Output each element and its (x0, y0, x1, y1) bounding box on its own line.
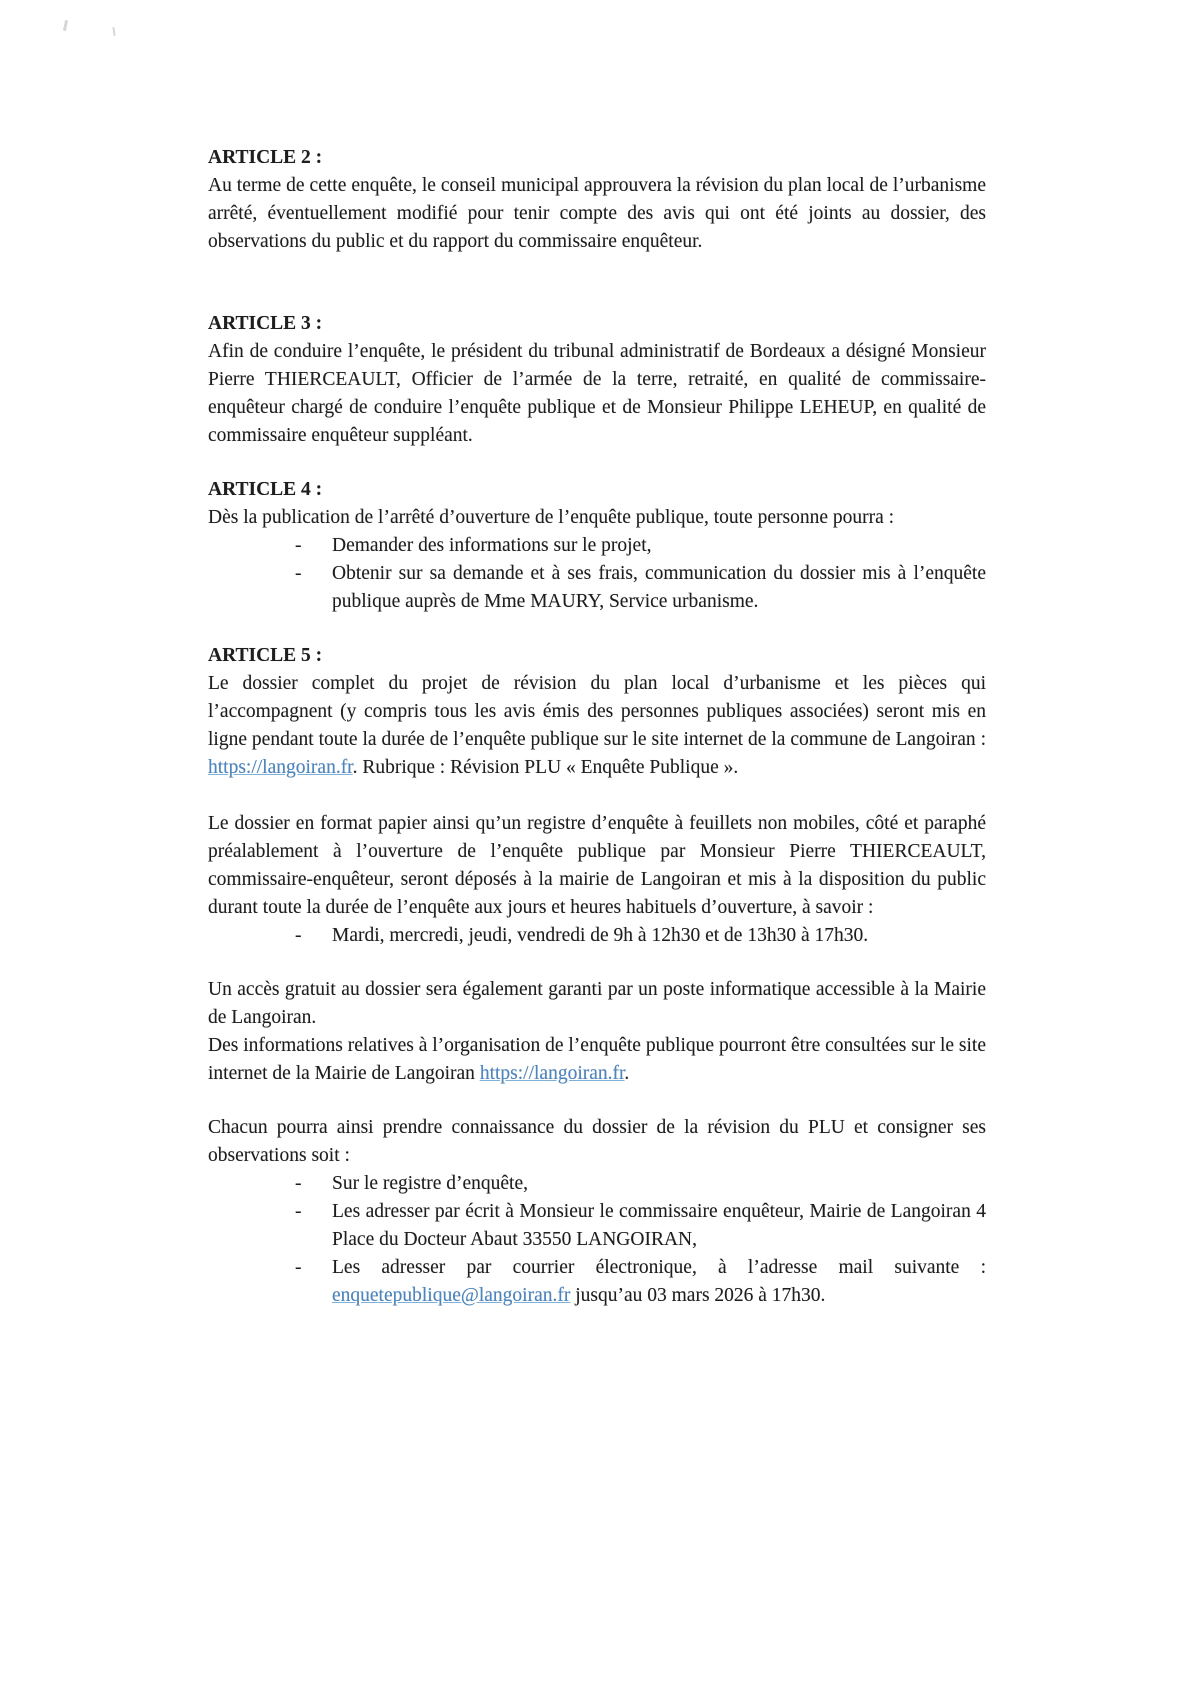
bullet-text: Les adresser par écrit à Monsieur le commissaire enquêteur, Mairie de Langoiran 4 Place du Docteur Abaut 33550 LANGOIRAN, (332, 1201, 986, 1250)
scan-artifact (112, 27, 115, 36)
document-content (208, 144, 986, 1310)
bullet-text: Obtenir sur sa demande et à ses frais, communication du dossier mis à l’enquête publique auprès de Mme MAURY, Service urbanisme. (332, 563, 986, 612)
bullet-text (332, 1254, 986, 1310)
article-4-section (208, 476, 986, 616)
article-3-section (208, 310, 986, 450)
scan-artifact (63, 20, 68, 31)
article-5-section (208, 642, 986, 1310)
bullet-dash: - (295, 1201, 302, 1222)
list-item (208, 532, 986, 560)
bullet-dash: - (295, 563, 302, 584)
bullet-text-part: Les adresser par courrier électronique, à l’adresse mail suivante : (332, 1257, 986, 1278)
article-5-paragraph-2: Le dossier en format papier ainsi qu’un registre d’enquête à feuillets non mobiles, côté et paraphé préalablement à l’ouverture de l’enquête publique par Monsieur Pierre THIERCEAULT, commissaire-enquêteur, seront déposés à la mairie de Langoiran et mis à la disposition du public durant toute la durée de l’enquête aux jours et heures habituels d’ouverture, à savoir : (208, 813, 986, 918)
article-2-section (208, 144, 986, 256)
article-5-paragraph-3: Un accès gratuit au dossier sera également garanti par un poste informatique accessible à la Mairie de Langoiran. (208, 979, 986, 1028)
list-item (208, 1198, 986, 1254)
schedule-list-item (208, 922, 986, 950)
bullet-text: Sur le registre d’enquête, (332, 1173, 529, 1194)
article-4-intro: Dès la publication de l’arrêté d’ouverture de l’enquête publique, toute personne pourra : (208, 507, 895, 528)
article-2-heading: ARTICLE 2 : (208, 147, 323, 168)
paragraph-text: . (624, 1063, 630, 1084)
paragraph-text: Le dossier complet du projet de révision du plan local d’urbanisme et les pièces qui l’accompagnent (y compris tous les avis émis des personnes publiques associées) seront mis en ligne pendant toute la durée de l’enquête publique sur le site internet de la commune de Langoiran : (208, 673, 986, 750)
enquete-email-link[interactable]: enquetepublique@langoiran.fr (332, 1285, 571, 1306)
bullet-dash: - (295, 1173, 302, 1194)
bullet-dash: - (295, 1257, 302, 1278)
langoiran-website-link[interactable]: https://langoiran.fr (208, 757, 353, 778)
article-5-heading: ARTICLE 5 : (208, 645, 323, 666)
paragraph-text: . Rubrique : Révision PLU « Enquête Publique ». (352, 757, 739, 778)
langoiran-website-link[interactable]: https://langoiran.fr (479, 1063, 625, 1084)
article-5-paragraph-1 (208, 670, 986, 782)
article-3-heading: ARTICLE 3 : (208, 313, 323, 334)
article-3-paragraph: Afin de conduire l’enquête, le président du tribunal administratif de Bordeaux a désigné Monsieur Pierre THIERCEAULT, Officier de l’armée de la terre, retraité, en qualité de commissaire-enquêteur chargé de conduire l’enquête publique et de Monsieur Philippe LEHEUP, en qualité de commissaire enquêteur suppléant. (208, 341, 986, 446)
bullet-dash: - (295, 925, 302, 946)
list-item (208, 1170, 986, 1198)
bullet-dash: - (295, 535, 302, 556)
bullet-text: Demander des informations sur le projet, (332, 535, 652, 556)
article-5-paragraph-5: Chacun pourra ainsi prendre connaissance du dossier de la révision du PLU et consigner ses observations soit : (208, 1117, 986, 1166)
list-item (208, 560, 986, 616)
paragraph-text: Des informations relatives à l’organisation de l’enquête publique pourront être consultées sur le site internet de la Mairie de Langoiran (208, 1035, 986, 1084)
bullet-text-part: jusqu’au 03 mars 2026 à 17h30. (570, 1285, 826, 1306)
bullet-text: Mardi, mercredi, jeudi, vendredi de 9h à 12h30 et de 13h30 à 17h30. (332, 925, 869, 946)
article-5-paragraph-4 (208, 1032, 986, 1088)
article-4-heading: ARTICLE 4 : (208, 479, 323, 500)
article-2-paragraph: Au terme de cette enquête, le conseil municipal approuvera la révision du plan local de l’urbanisme arrêté, éventuellement modifié pour tenir compte des avis qui ont été joints au dossier, des observations du public et du rapport du commissaire enquêteur. (208, 175, 986, 252)
list-item (208, 1254, 986, 1310)
